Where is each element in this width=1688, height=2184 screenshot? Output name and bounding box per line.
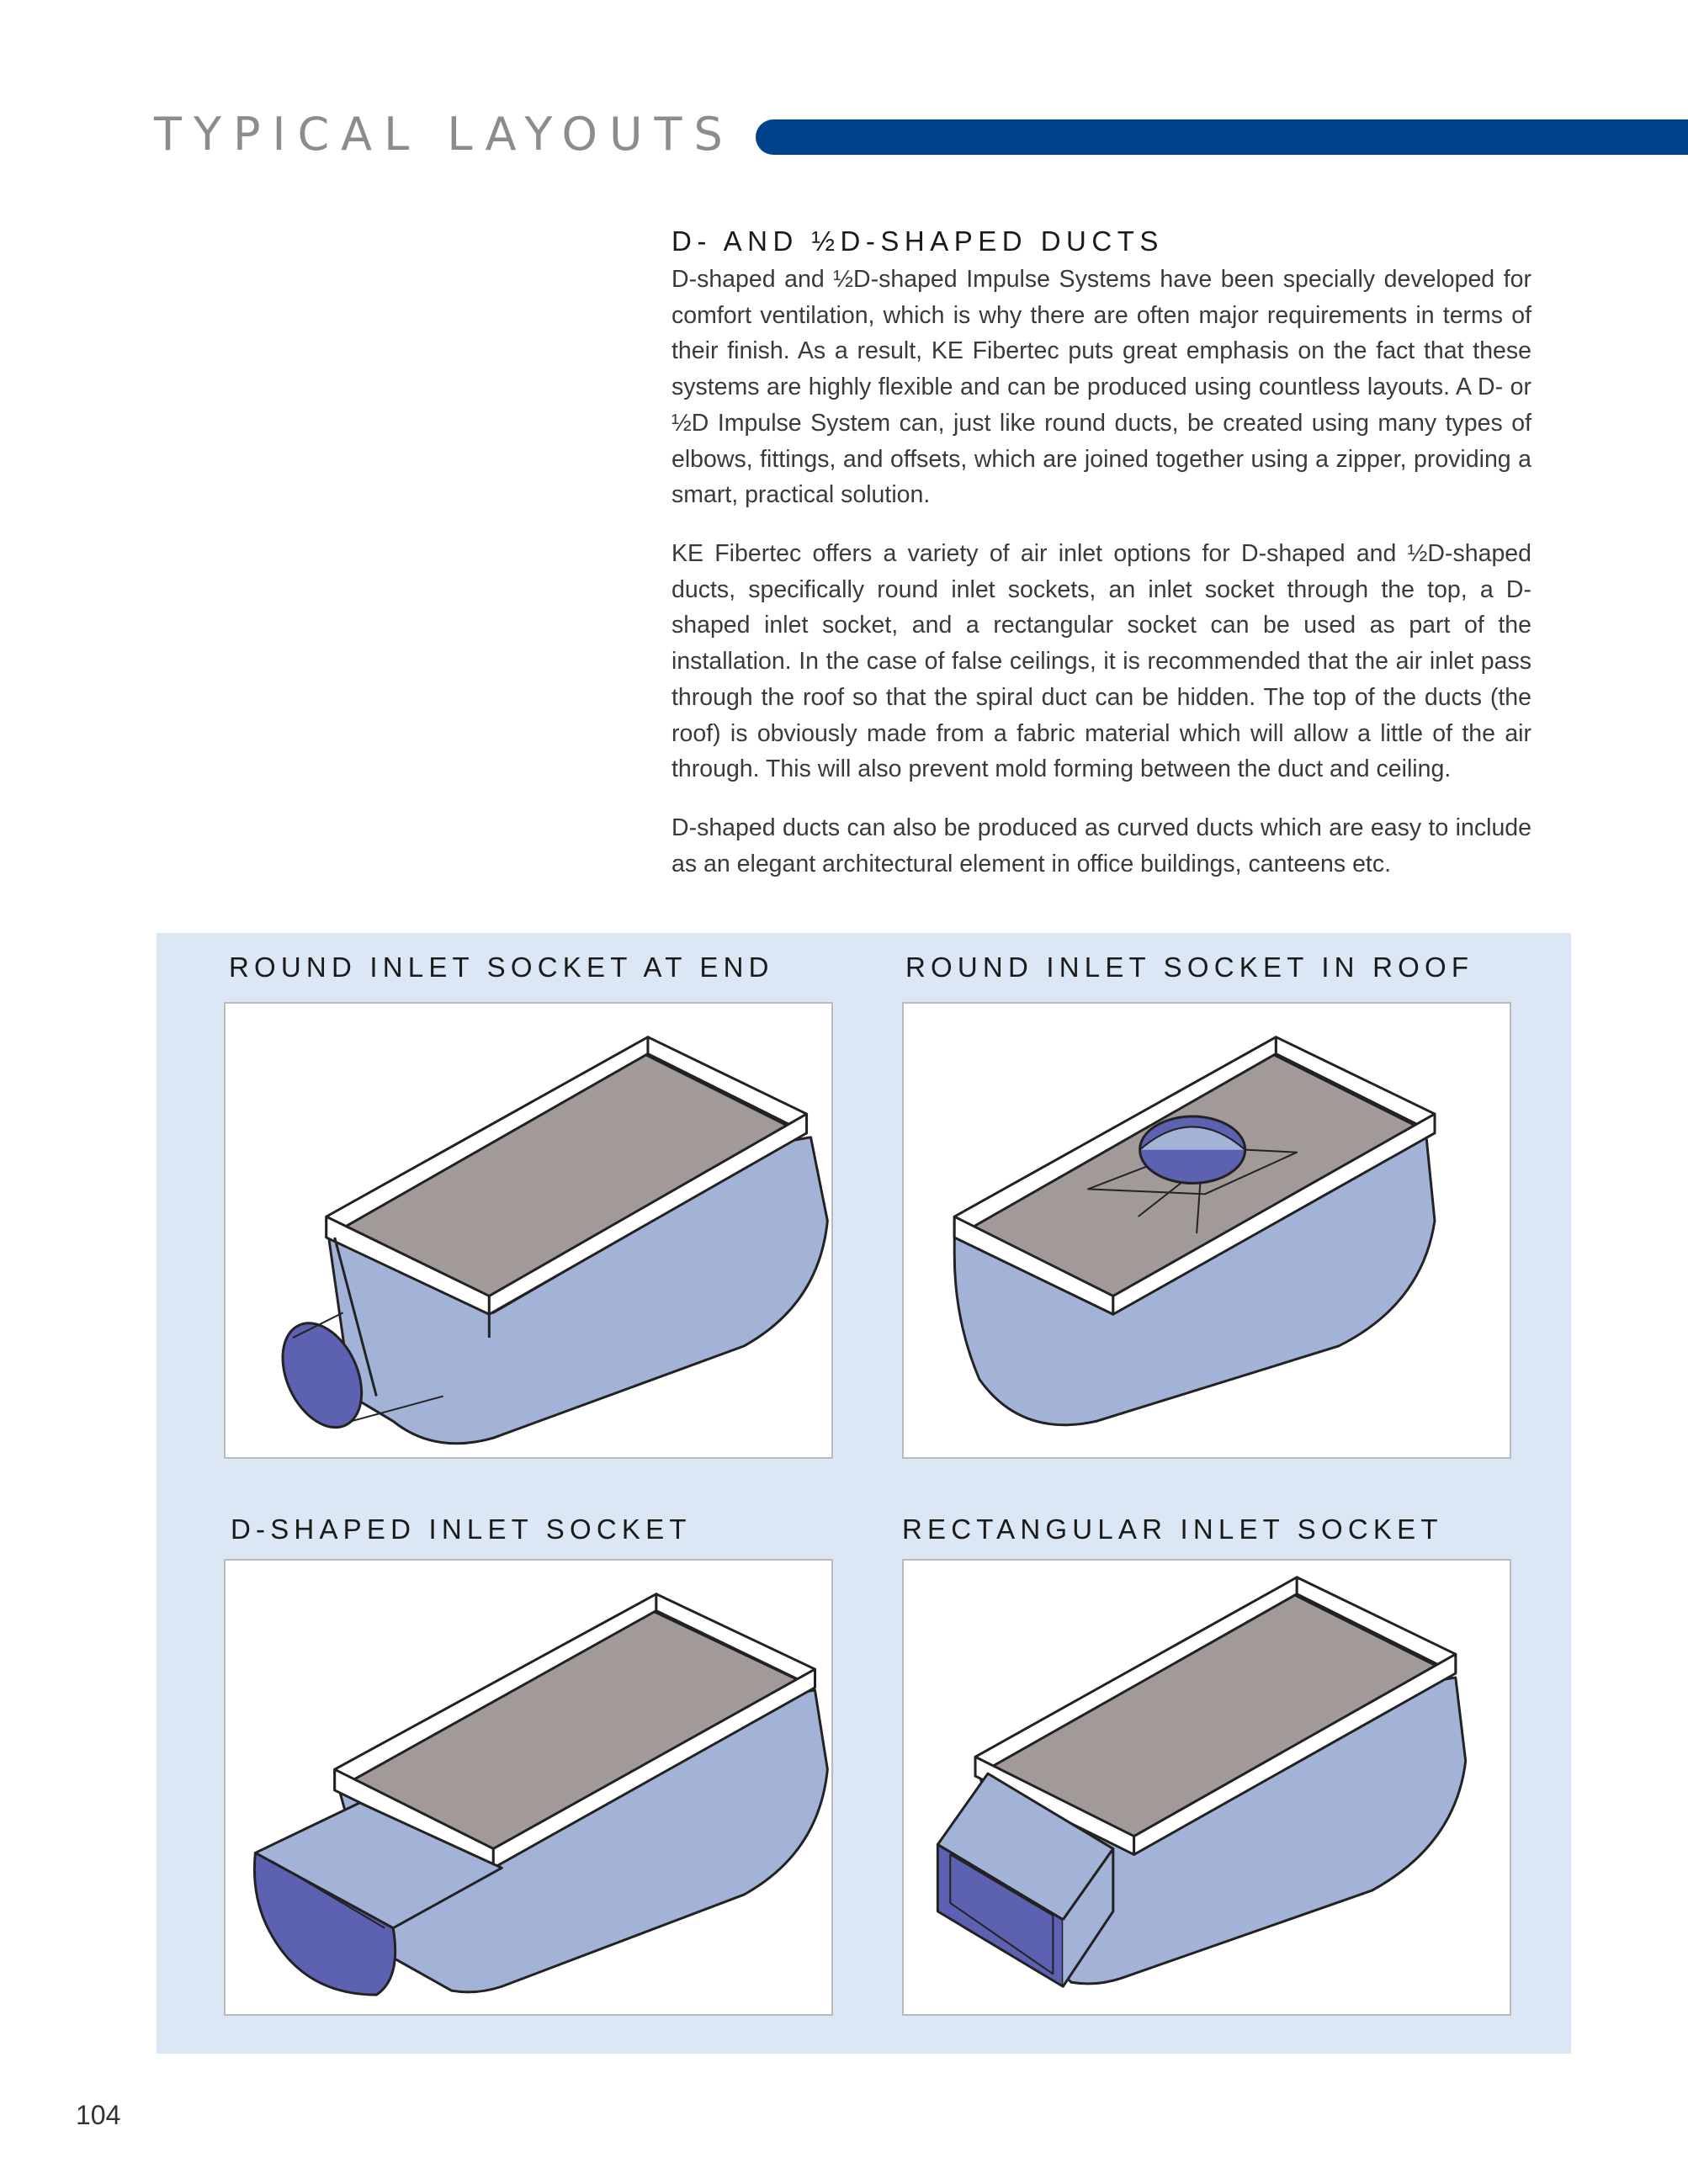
figure-caption-round-end: ROUND INLET SOCKET AT END	[229, 952, 774, 983]
illustration-round-inlet-roof	[902, 1002, 1511, 1459]
section-heading: TYPICAL LAYOUTS	[154, 108, 735, 161]
heading-accent-bar	[756, 119, 1688, 155]
page-number: 104	[76, 2100, 121, 2130]
figure-caption-round-roof: ROUND INLET SOCKET IN ROOF	[905, 952, 1474, 983]
duct-drawing-round-inlet-roof	[904, 1004, 1510, 1457]
duct-drawing-round-inlet-end	[226, 1004, 831, 1457]
figure-caption-d-shaped: D-SHAPED INLET SOCKET	[231, 1513, 692, 1545]
body-paragraph-2: KE Fibertec offers a variety of air inlet options for D-shaped and ½D-shaped ducts, specifically round inlet sockets, an inlet socket through the top, a D-shaped inlet socket, and a rectangular socket can be used as part of the installation. In the case of false ceilings, it is recommended that the air inlet pass through the roof so that the spiral duct can be hidden. The top of the ducts (the roof) is obviously made from a fabric material which will allow a little of the air through. This will also prevent mold forming between the duct and ceiling.	[671, 540, 1531, 783]
figure-caption-rectangular: RECTANGULAR INLET SOCKET	[902, 1513, 1443, 1545]
duct-drawing-d-shaped-inlet	[226, 1561, 831, 2014]
illustration-d-shaped-inlet	[224, 1559, 833, 2016]
illustration-rectangular-inlet	[902, 1559, 1511, 2016]
article-title: D- AND ½D-SHAPED DUCTS	[671, 225, 1164, 257]
body-paragraph-1: D-shaped and ½D-shaped Impulse Systems have been specially developed for comfort ventilation, which is why there are often major requirements in terms of their finish. As a result, KE Fibertec puts great emphasis on the fact that these systems are highly flexible and can be produced using countless layouts. A D- or ½D Impulse System can, just like round ducts, be created using many types of elbows, fittings, and offsets, which are joined together using a zipper, providing a smart, practical solution.	[671, 266, 1531, 509]
body-paragraph-3: D-shaped ducts can also be produced as curved ducts which are easy to include as an elegant architectural element in office buildings, canteens etc.	[671, 814, 1531, 877]
duct-drawing-rectangular-inlet	[904, 1561, 1510, 2014]
illustration-round-inlet-end	[224, 1002, 833, 1459]
figure-panel	[157, 933, 1571, 2054]
